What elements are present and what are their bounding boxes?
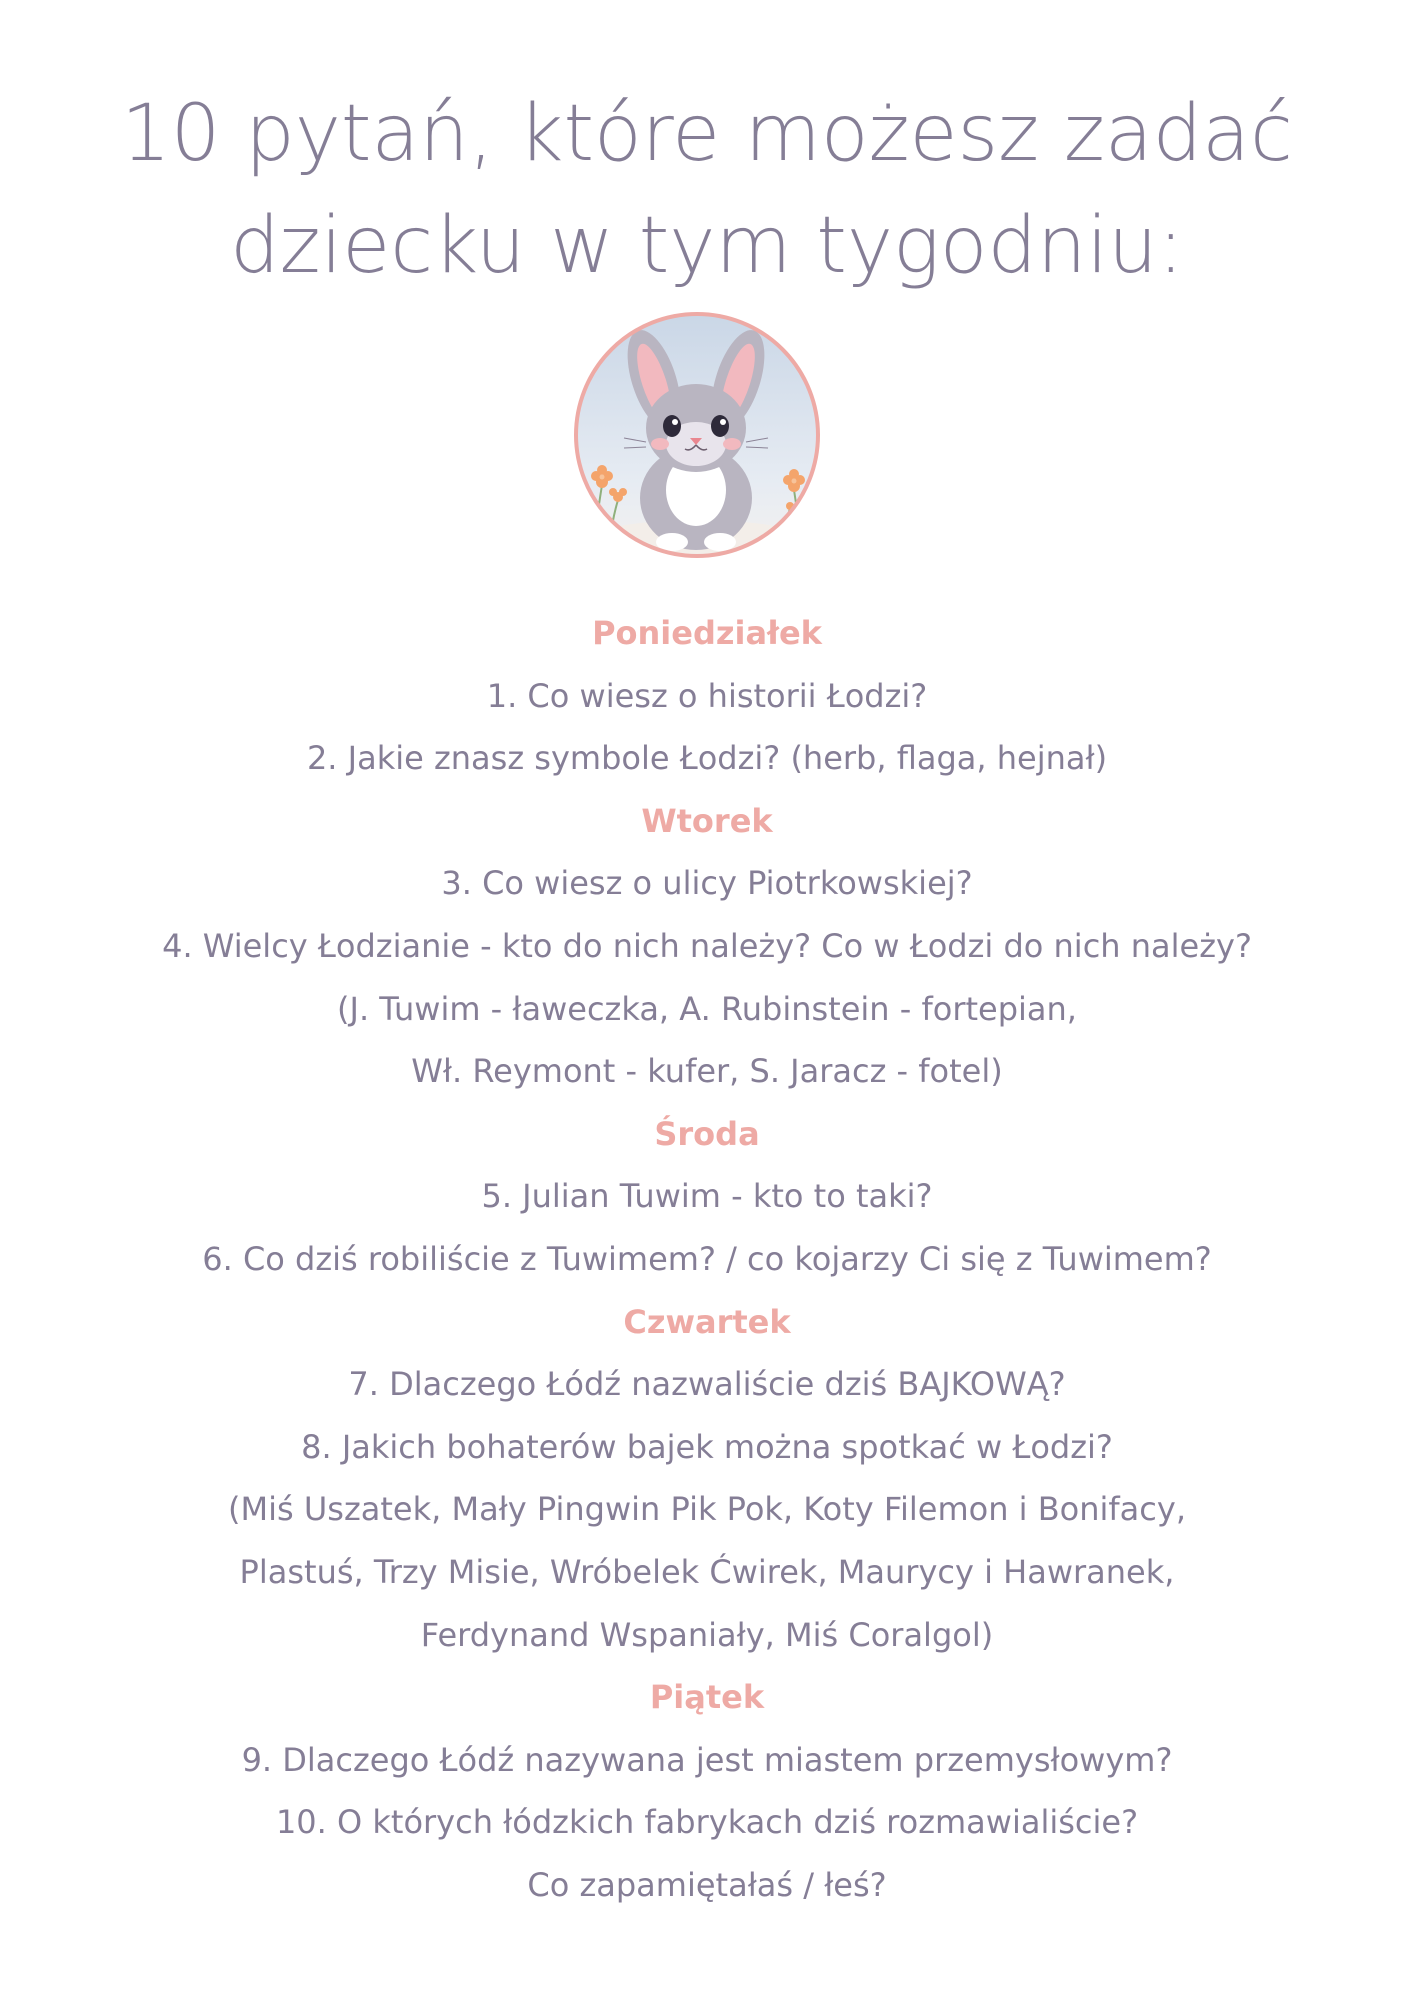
question-line: 5. Julian Tuwim - kto to taki? bbox=[481, 1177, 933, 1216]
title-line-2: dziecku w tym tygodniu: bbox=[230, 201, 1184, 291]
question-line: 8. Jakich bohaterów bajek można spotkać w Łodzi? bbox=[301, 1427, 1113, 1466]
question-line: 9. Dlaczego Łódź nazywana jest miastem przemysłowym? bbox=[241, 1740, 1173, 1779]
question-line: 2. Jakie znasz symbole Łodzi? (herb, flaga, hejnał) bbox=[306, 739, 1108, 778]
question-line: Ferdynand Wspaniały, Miś Coralgol) bbox=[420, 1615, 994, 1654]
day-heading-tuesday: Wtorek bbox=[641, 801, 773, 840]
day-heading-wednesday: Środa bbox=[654, 1114, 760, 1153]
question-line: 1. Co wiesz o historii Łodzi? bbox=[486, 676, 928, 715]
question-line: (J. Tuwim - ławeczka, A. Rubinstein - fortepian, bbox=[337, 989, 1077, 1028]
day-heading-monday: Poniedziałek bbox=[592, 614, 822, 652]
day-heading-friday: Piątek bbox=[649, 1678, 765, 1717]
question-line: 4. Wielcy Łodzianie - kto do nich należy? Co w Łodzi do nich należy? bbox=[162, 926, 1252, 965]
page-title bbox=[60, 78, 1354, 302]
bunny-icon bbox=[572, 310, 822, 560]
day-heading-thursday: Czwartek bbox=[623, 1302, 791, 1341]
questions-list bbox=[60, 602, 1354, 1916]
question-line: 7. Dlaczego Łódź nazwaliście dziś BAJKOWĄ? bbox=[348, 1365, 1066, 1404]
question-line: 10. O których łódzkich fabrykach dziś rozmawialiście? bbox=[275, 1803, 1139, 1842]
question-line: Wł. Reymont - kufer, S. Jaracz - fotel) bbox=[411, 1052, 1003, 1091]
question-line: (Miś Uszatek, Mały Pingwin Pik Pok, Koty Filemon i Bonifacy, bbox=[228, 1490, 1186, 1529]
question-line: Co zapamiętałaś / łeś? bbox=[527, 1865, 887, 1904]
question-line: 3. Co wiesz o ulicy Piotrkowskiej? bbox=[441, 864, 973, 903]
question-line: Plastuś, Trzy Misie, Wróbelek Ćwirek, Maurycy i Hawranek, bbox=[239, 1552, 1175, 1591]
question-line: 6. Co dziś robiliście z Tuwimem? / co kojarzy Ci się z Tuwimem? bbox=[202, 1239, 1212, 1278]
title-line-1: 10 pytań, które możesz zadać bbox=[121, 89, 1293, 179]
